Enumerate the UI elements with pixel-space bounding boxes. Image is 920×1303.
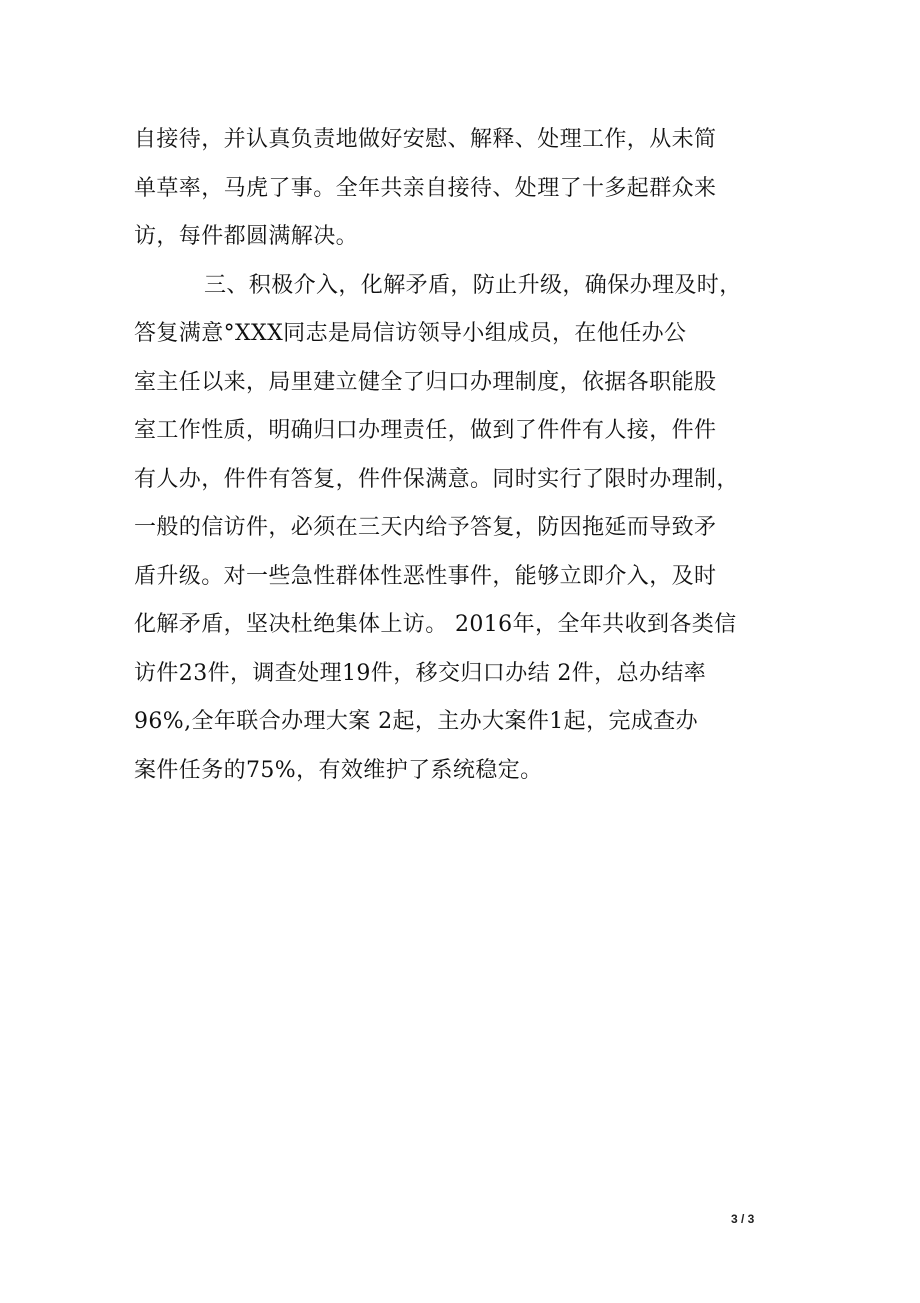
text-line: 96%,全年联合办理大案 2起，主办大案件1起，完成查办 <box>134 709 699 734</box>
text-line: 一般的信访件，必须在三天内给予答复，防因拖延而导致矛 <box>134 515 717 540</box>
text-line: 室主任以来，局里建立健全了归口办理制度，依据各职能股 <box>134 369 717 395</box>
text-line: 案件任务的75%，有效维护了系统稳定。 <box>134 757 543 783</box>
text-line: 访，每件都圆满解决。 <box>134 224 359 249</box>
text-line: 自接待，并认真负责地做好安慰、解释、处理工作，从未简 <box>134 127 717 152</box>
section-heading-line: 三、积极介入，化解矛盾，防止升级，确保办理及时， <box>204 272 742 298</box>
text-line: 答复满意°XXX同志是局信访领导小组成员，在他任办公 <box>134 321 687 346</box>
page-number: 3 / 3 <box>731 1212 755 1226</box>
text-line: 单草率，马虎了事。全年共亲自接待、处理了十多起群众来 <box>134 175 717 201</box>
text-line: 室工作性质，明确归口办理责任，做到了件件有人接，件件 <box>134 418 717 443</box>
body-text <box>134 116 774 795</box>
text-line: 访件23件，调查处理19件，移交归口办结 2件，总办结率 <box>134 660 707 686</box>
text-line: 化解矛盾，坚决杜绝集体上访。 2016年，全年共收到各类信 <box>134 612 737 637</box>
text-line: 盾升级。对一些急性群体性恶性事件，能够立即介入，及时 <box>134 563 717 589</box>
text-line: 有人办，件件有答复，件件保满意。同时实行了限时办理制， <box>134 466 739 492</box>
